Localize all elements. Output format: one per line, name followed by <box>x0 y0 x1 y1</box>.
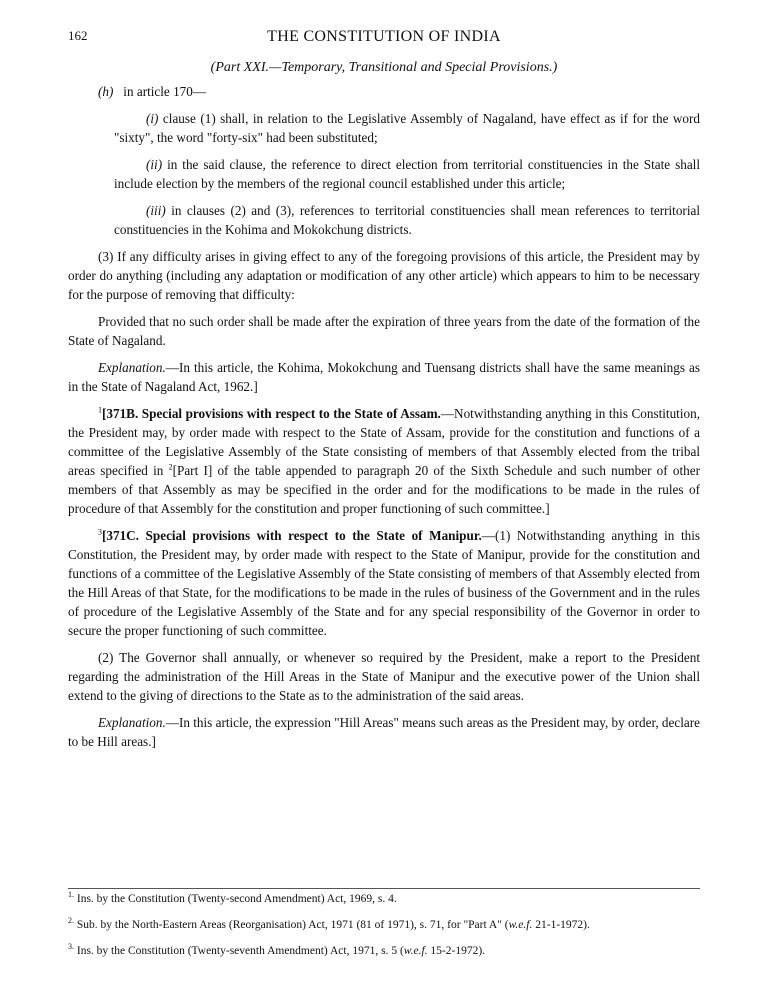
subclause-i-text: clause (1) shall, in relation to the Legislative Assembly of Nagaland, have effect as if for the word "sixty", the word "forty-six" had been substituted; <box>114 111 700 145</box>
running-header-title: THE CONSTITUTION OF INDIA <box>267 28 501 45</box>
subclause-iii <box>68 201 700 239</box>
subclause-i-number: (i) <box>146 111 159 126</box>
footnote-ref-3[interactable]: 3 <box>98 527 102 537</box>
page-number: 162 <box>68 28 88 43</box>
article-371b <box>68 404 700 518</box>
footnote-text: Ins. by the Constitution (Twenty-seventh Amendment) Act, 1971, s. 5 ( <box>76 945 404 957</box>
explanation-1-text: —In this article, the Kohima, Mokokchung and Tuensang districts shall have the same meanings as in the State of Nagaland Act, 1962.] <box>68 360 700 394</box>
footnote-number: 3. <box>68 942 74 952</box>
clause-3-paragraph: (3) If any difficulty arises in giving effect to any of the foregoing provisions of this article, the President may by order do anything (including any adaptation or modification of any other article) which appears to him to be necessary for the purpose of removing that difficulty: <box>68 249 700 302</box>
subclause-ii <box>68 155 700 193</box>
article-371c <box>68 526 700 640</box>
part-subheading: (Part XXI.—Temporary, Transitional and Special Provisions.) <box>210 60 558 75</box>
footnote-text: Sub. by the North-Eastern Areas (Reorganisation) Act, 1971 (81 of 1971), s. 71, for "Part A" ( <box>76 919 509 931</box>
proviso-paragraph: Provided that no such order shall be made after the expiration of three years from the date of the formation of the State of Nagaland. <box>68 314 700 348</box>
footnote-text-end: 15-2-1972). <box>427 945 486 957</box>
explanation-paragraph-1 <box>68 358 700 396</box>
footnote-ref-2[interactable]: 2 <box>168 462 173 472</box>
footnote-italic: w.e.f. <box>508 919 533 931</box>
subclause-iii-number: (iii) <box>146 203 166 218</box>
clause-h-label: (h) <box>98 84 114 99</box>
clause-h <box>68 82 700 101</box>
article-body <box>68 82 700 759</box>
footnote-number: 1. <box>68 890 74 900</box>
footnote-divider <box>68 888 700 889</box>
footnote-item <box>68 944 708 959</box>
footnote-item <box>68 892 708 907</box>
explanation-1-label: Explanation. <box>98 360 166 375</box>
footnote-item <box>68 918 708 933</box>
subclause-ii-number: (ii) <box>146 157 163 172</box>
article-371c-heading: [371C. Special provisions with respect to the State of Manipur. <box>102 528 482 543</box>
footnote-number: 2. <box>68 916 74 926</box>
footnote-text-end: 21-1-1972). <box>532 919 590 931</box>
explanation-2-text: —In this article, the expression "Hill Areas" means such areas as the President may, by order, declare to be Hill areas.] <box>68 715 700 749</box>
article-371b-text-2: [Part I] of the table appended to paragraph 20 of the Sixth Schedule and such number of other members of that Assembly as may be specified in the order and for the modifications to be made in the rules of procedure of that Assembly for the constitution and proper functioning of such committee.] <box>68 463 700 516</box>
footnotes <box>68 892 708 970</box>
footnote-italic: w.e.f. <box>403 945 428 957</box>
explanation-2-label: Explanation. <box>98 715 166 730</box>
subclause-i <box>68 109 700 147</box>
subclause-ii-text: in the said clause, the reference to direct election from territorial constituencies in the State shall include election by the members of the regional council established under this article; <box>114 157 700 191</box>
footnote-text: Ins. by the Constitution (Twenty-second Amendment) Act, 1969, s. 4. <box>76 893 397 905</box>
article-371c-clause-2: (2) The Governor shall annually, or whenever so required by the President, make a report to the President regarding the administration of the Hill Areas in the State of Manipur and the executive power of the Union shall extend to the giving of directions to the State as to the administration of the said areas. <box>68 650 700 703</box>
article-371b-text-1: —Notwithstanding anything in this Constitution, the President may, by order made with respect to the State of Assam, provide for the constitution and functions of a committee of the Legislative Assembly of the State consisting of members of that Assembly elected from the tribal areas specified in <box>68 406 700 478</box>
article-371c-text: —(1) Notwithstanding anything in this Constitution, the President may, by order made with respect to the State of Manipur, provide for the constitution and functions of a committee of the Legislative Assembly of the State consisting of members of that Assembly elected from the Hill Areas of that State, for the modifications to be made in the rules of business of the Government and in the rules of procedure of the Legislative Assembly of the State and for any special responsibility of the Governor in order to secure the proper functioning of such committee. <box>68 528 700 638</box>
clause-h-text: in article 170— <box>123 84 207 99</box>
footnote-ref-1[interactable]: 1 <box>98 405 102 415</box>
subclause-iii-text: in clauses (2) and (3), references to territorial constituencies shall mean references to territorial constituencies in the Kohima and Mokokchung districts. <box>114 203 701 237</box>
explanation-paragraph-2 <box>68 713 700 751</box>
article-371b-heading: [371B. Special provisions with respect to the State of Assam. <box>102 406 441 421</box>
